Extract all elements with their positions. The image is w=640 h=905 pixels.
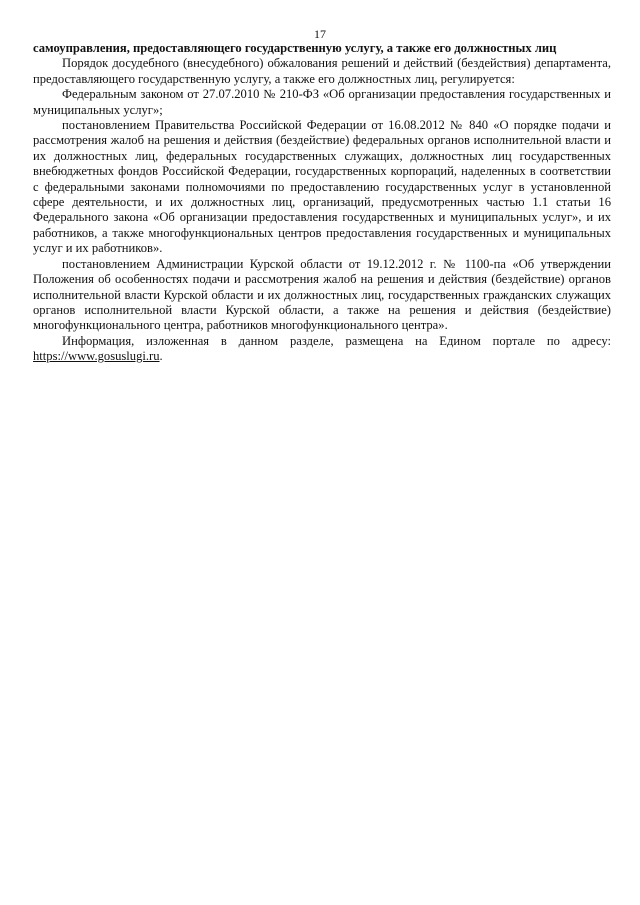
paragraph: постановлением Правительства Российской Федерации от 16.08.2012 № 840 «О порядке подачи и рассмотрения жалоб на решения и действия (бездействие) федеральных органов исполнительной власти и их должностных лиц, федеральных государственных служащих, должностных лиц государственных внебюджетных фондов Российской Федерации, государственных корпораций, наделенных в соответствии с федеральными законами полномочиями по предоставлению государственных услуг в установленной сфере деятельности, и их должностных лиц, организаций, предусмотренных частью 1.1 статьи 16 Федерального закона «Об организации предоставления государственных и муниципальных услуг», и их работников, а также многофункциональных центров предоставления государственных и муниципальных услуг и их работников».	[33, 118, 611, 256]
gosuslugi-link[interactable]: https://www.gosuslugi.ru	[33, 349, 160, 364]
final-paragraph	[33, 334, 611, 365]
page-number: 17	[314, 27, 326, 41]
document-body	[33, 41, 611, 365]
final-paragraph-end: .	[159, 349, 163, 364]
paragraph: Федеральным законом от 27.07.2010 № 210-ФЗ «Об организации предоставления государственных и муниципальных услуг»;	[33, 87, 611, 117]
final-paragraph-text: Информация, изложенная в данном разделе, размещена на Едином портале по адресу:	[62, 333, 611, 348]
paragraph: Порядок досудебного (внесудебного) обжалования решений и действий (бездействия) департамента, предоставляющего государственную услугу, а также его должностных лиц, регулируется:	[33, 56, 611, 86]
paragraph: постановлением Администрации Курской области от 19.12.2012 г. № 1100-па «Об утверждении Положения об особенностях подачи и рассмотрения жалоб на решения и действия (бездействие) органов исполнительной власти Курской области и их должностных лиц, государственных гражданских служащих органов исполнительной власти Курской области, а также на решения и действия (бездействие) многофункционального центра, работников многофункционального центра».	[33, 256, 611, 333]
section-heading: самоуправления, предоставляющего государственную услугу, а также его должностных лиц	[33, 41, 557, 55]
